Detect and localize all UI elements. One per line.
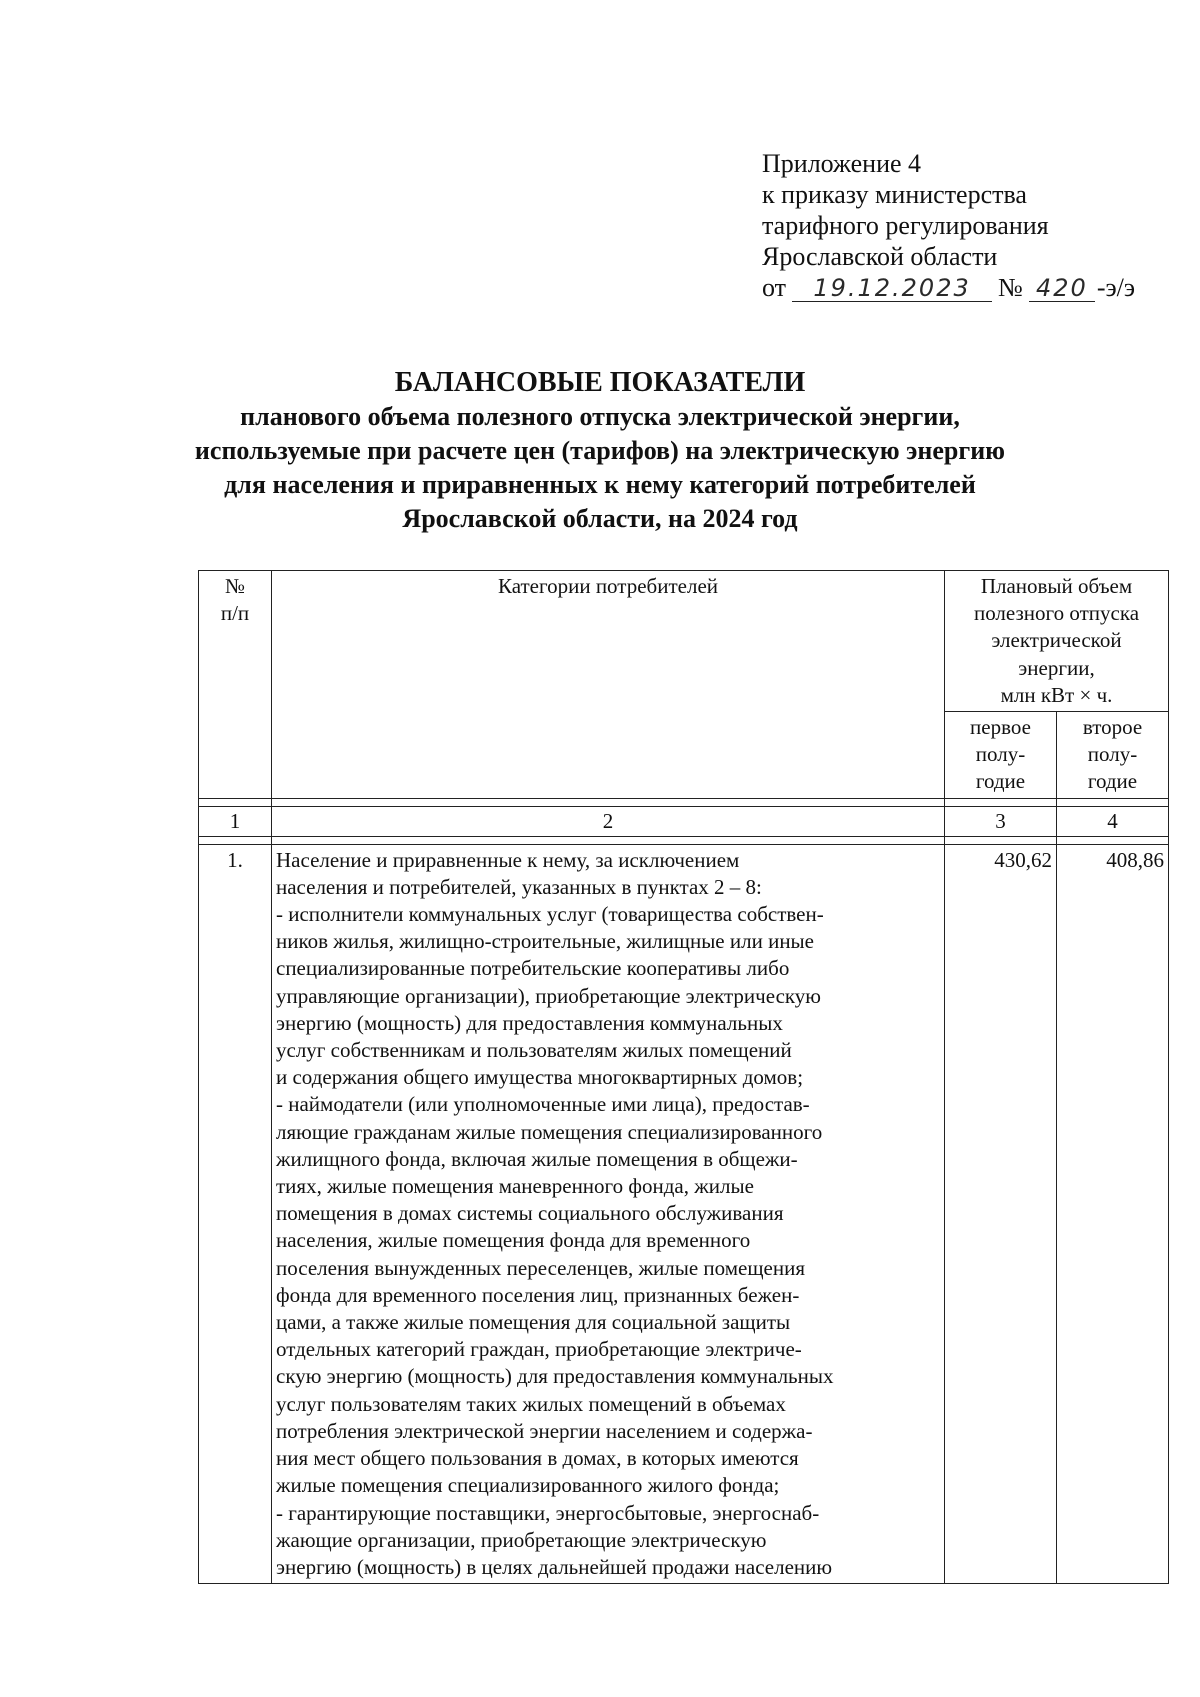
description-line: фонда для временного поселения лиц, признанных бежен- [276, 1282, 800, 1307]
description-line: населения, жилые помещения фонда для временного [276, 1228, 751, 1253]
description-line: отдельных категорий граждан, приобретающие электриче- [276, 1337, 802, 1362]
header-gap-row [199, 798, 1169, 806]
header-volume-cell [945, 571, 1169, 712]
order-reference-line [762, 272, 1135, 303]
first-half-value: 430,62 [945, 844, 1057, 1583]
gap-cell [945, 836, 1057, 844]
header-first-half-line: полу- [975, 742, 1026, 767]
header-first-half-line: первое [970, 715, 1031, 740]
appendix-line-4: Ярославской области [762, 242, 998, 271]
description-line: поселения вынужденных переселенцев, жилые помещения [276, 1255, 805, 1280]
description-line: ния мест общего пользования в домах, в которых имеются [276, 1446, 799, 1471]
description-line: жилищного фонда, включая жилые помещения в общежи- [276, 1146, 798, 1171]
appendix-line-1: Приложение 4 [762, 149, 922, 178]
number-label: № [998, 273, 1023, 302]
gap-cell [1057, 798, 1169, 806]
description-line: - наймодатели (или уполномоченные ими лица), предостав- [276, 1092, 810, 1117]
title-line-3: используемые при расчете цен (тарифов) на электрическую энергию [194, 436, 1006, 465]
table-header-row-1 [199, 571, 1169, 712]
balance-table [198, 570, 1169, 1584]
description-line: - гарантирующие поставщики, энергосбытовые, энергоснаб- [276, 1500, 820, 1525]
header-second-half-line: годие [1087, 769, 1138, 794]
description-line: скую энергию (мощность) для предоставления коммунальных [276, 1364, 834, 1389]
from-label: от [762, 273, 787, 302]
appendix-line-2: к приказу министерства [762, 180, 1027, 209]
description-line: тиях, жилые помещения маневренного фонда, жилые [276, 1174, 754, 1199]
appendix-header [762, 148, 1135, 303]
handwritten-number: 420 [1029, 275, 1095, 302]
gap-cell [272, 836, 945, 844]
document-title [160, 366, 1040, 536]
header-volume-line: электрической [991, 628, 1122, 653]
header-volume-line: полезного отпуска [973, 601, 1140, 626]
header-second-half-line: полу- [1087, 742, 1138, 767]
column-number-gap-row [199, 836, 1169, 844]
title-line-5: Ярославской области, на 2024 год [402, 504, 798, 533]
description-line: ников жилья, жилищно-строительные, жилищные или иные [276, 929, 814, 954]
header-second-half-cell [1057, 712, 1169, 799]
description-line: населения и потребителей, указанных в пунктах 2 – 8: [276, 874, 762, 899]
column-number-cell: 4 [1057, 806, 1169, 836]
description-line: услуг собственникам и пользователям жилых помещений [276, 1038, 792, 1063]
description-line: Население и приравненные к нему, за исключением [276, 847, 740, 872]
description-line: потребления электрической энергии населением и содержа- [276, 1418, 813, 1443]
description-line: жилые помещения специализированного жилого фонда; [276, 1473, 780, 1498]
description-line: - исполнители коммунальных услуг (товарищества собствен- [276, 902, 824, 927]
second-half-value: 408,86 [1057, 844, 1169, 1583]
gap-cell [1057, 836, 1169, 844]
description-line: управляющие организации), приобретающие электрическую [276, 983, 821, 1008]
column-number-cell: 2 [272, 806, 945, 836]
column-number-row [199, 806, 1169, 836]
row-number-cell: 1. [199, 844, 272, 1583]
table-row [199, 844, 1169, 1583]
header-second-half-line: второе [1082, 715, 1143, 740]
header-volume-line: Плановый объем [980, 574, 1133, 598]
description-line: энергию (мощность) в целях дальнейшей продажи населению [276, 1554, 833, 1579]
header-number-symbol: № [224, 574, 246, 598]
header-first-half-line: годие [975, 769, 1026, 794]
handwritten-date: 19.12.2023 [792, 275, 992, 302]
title-main: БАЛАНСОВЫЕ ПОКАЗАТЕЛИ [394, 367, 806, 398]
header-number-cell [199, 571, 272, 799]
description-line: услуг пользователям таких жилых помещений в объемах [276, 1391, 786, 1416]
description-line: помещения в домах системы социального обслуживания [276, 1201, 784, 1226]
description-line: специализированные потребительские кооперативы либо [276, 956, 790, 981]
gap-cell [272, 798, 945, 806]
column-number-cell: 3 [945, 806, 1057, 836]
gap-cell [199, 836, 272, 844]
gap-cell [945, 798, 1057, 806]
row-description-cell [272, 844, 945, 1583]
description-line: ляющие гражданам жилые помещения специализированного [276, 1119, 823, 1144]
gap-cell [199, 798, 272, 806]
description-line: жающие организации, приобретающие электрическую [276, 1527, 767, 1552]
description-line: энергию (мощность) для предоставления коммунальных [276, 1010, 783, 1035]
header-volume-line: энергии, [1018, 655, 1095, 680]
title-line-4: для населения и приравненных к нему категорий потребителей [224, 470, 976, 499]
description-line: и содержания общего имущества многоквартирных домов; [276, 1065, 804, 1090]
column-number-cell: 1 [199, 806, 272, 836]
appendix-line-3: тарифного регулирования [762, 211, 1049, 240]
header-number-abbrev: п/п [220, 601, 250, 626]
number-suffix: -э/э [1096, 273, 1136, 302]
header-volume-unit: млн кВт × ч. [1000, 682, 1113, 707]
description-line: цами, а также жилые помещения для социальной защиты [276, 1310, 791, 1335]
header-category-cell: Категории потребителей [272, 571, 945, 799]
title-line-2: планового объема полезного отпуска электрической энергии, [240, 402, 960, 431]
header-first-half-cell [945, 712, 1057, 799]
